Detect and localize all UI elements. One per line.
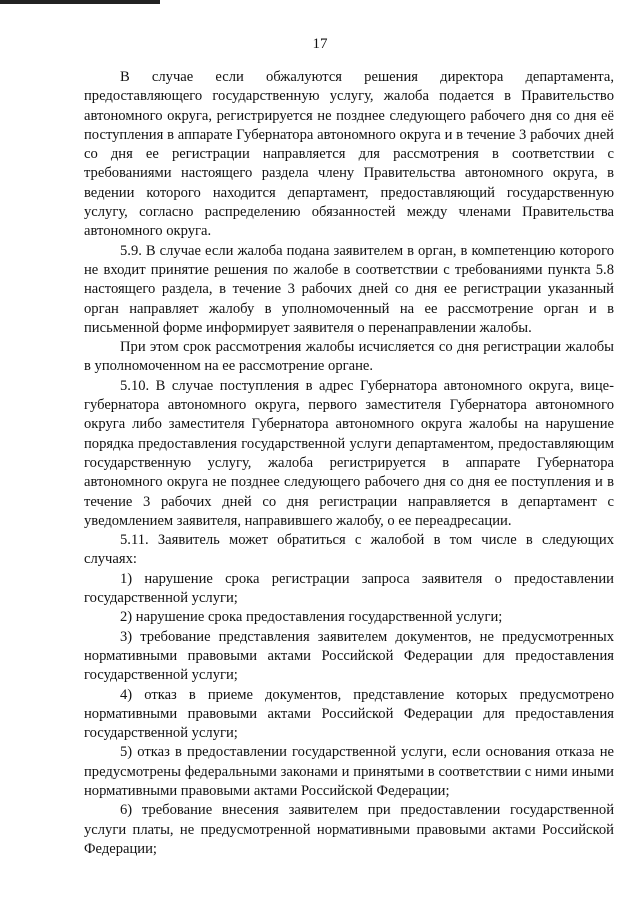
page-number: 17 [312,36,328,52]
paragraph-5-9: 5.9. В случае если жалоба подана заявителем в орган, в компетенцию которого не входит принятие решения по жалобе в соответствии с требованиями пункта 5.8 настоящего раздела, в течение 3 рабочих дней со дня ее регистрации указанный орган направляет жалобу в уполномоченный на ее рассмотрение орган и в письменной форме информирует заявителя о перенаправлении жалобы. [84,242,614,336]
paragraph: В случае если обжалуются решения директора департамента, предоставляющего государственную услугу, жалоба подается в Правительство автономного округа, регистрируется не позднее следующего рабочего дня со дня её поступления в аппарате Губернатора автономного округа и в течение 3 рабочих дней со дня ее регистрации направляется для рассмотрения в соответствии с требованиями настоящего раздела члену Правительства автономного округа, в ведении которого находится департамент, предоставляющий государственную услугу, согласно распределению обязанностей между членами Правительства автономного округа. [84,69,614,240]
scan-edge-line [0,0,160,4]
list-item: 3) требование представления заявителем документов, не предусмотренных нормативными правовыми актами Российской Федерации для предоставления государственной услуги; [84,628,614,684]
list-item: 2) нарушение срока предоставления государственной услуги; [120,609,503,626]
list-item: 5) отказ в предоставлении государственной услуги, если основания отказа не предусмотрены федеральными законами и принятыми в соответствии с ними иными нормативными правовыми актами Российской Федерации; [84,744,614,799]
paragraph-5-10: 5.10. В случае поступления в адрес Губернатора автономного округа, вице-губернатора автономного округа, первого заместителя Губернатора автономного округа либо заместителя Губернатора автономного округа жалобы на нарушение порядка предоставления государственной услуги департаментом, предоставляющим государственную услугу, жалоба регистрируется в аппарате Губернатора автономного округа не позднее следующего рабочего дня со дня ее поступления и в течение 3 рабочих дней со дня регистрации направляется в департамент с уведомлением заявителя, направившего жалобу, о ее переадресации. [84,377,614,529]
list-item: 6) требование внесения заявителем при предоставлении государственной услуги платы, не предусмотренной нормативными правовыми актами Российской Федерации; [84,802,614,857]
document-body [84,68,614,859]
paragraph: При этом срок рассмотрения жалобы исчисляется со дня регистрации жалобы в уполномоченном на ее рассмотрение органе. [84,339,614,375]
list-item: 1) нарушение срока регистрации запроса заявителя о предоставлении государственной услуги; [84,570,614,607]
paragraph-5-11: 5.11. Заявитель может обратиться с жалобой в том числе в следующих случаях: [84,532,614,568]
list-item: 4) отказ в приеме документов, представление которых предусмотрено нормативными правовыми актами Российской Федерации для предоставления государственной услуги; [84,686,614,742]
